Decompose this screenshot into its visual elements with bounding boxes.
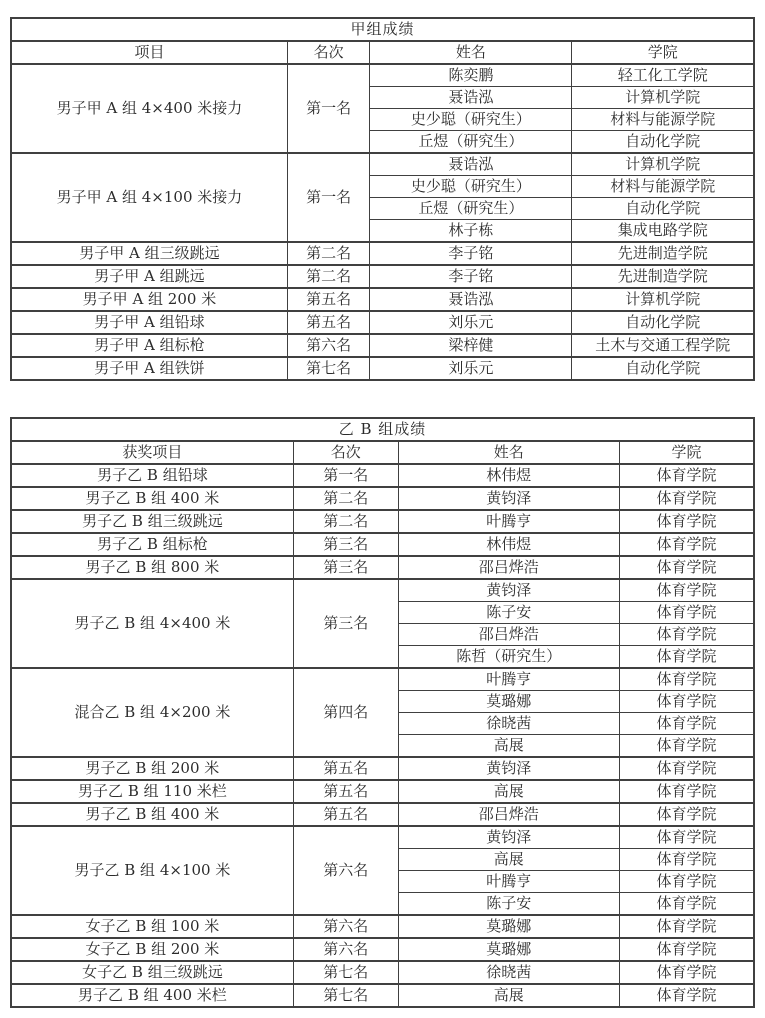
college-cell: 体育学院: [620, 826, 755, 849]
name-cell: 聂诰泓: [370, 288, 572, 311]
name-cell: 徐晓茜: [398, 961, 619, 984]
name-cell: 丘煜（研究生）: [370, 131, 572, 154]
table-row: [11, 487, 754, 510]
college-cell: 集成电路学院: [572, 220, 754, 243]
table-row: [11, 64, 754, 87]
name-cell: 林伟煜: [398, 533, 619, 556]
column-header: 姓名: [398, 441, 619, 464]
college-cell: 体育学院: [620, 984, 755, 1007]
name-cell: 黄钧泽: [398, 487, 619, 510]
college-cell: 体育学院: [620, 713, 755, 735]
table-row: [11, 668, 754, 691]
event-cell: 男子乙 B 组 4×400 米: [11, 579, 293, 668]
table-row: [11, 803, 754, 826]
column-header: 获奖项目: [11, 441, 293, 464]
table-row: [11, 510, 754, 533]
name-cell: 莫璐娜: [398, 691, 619, 713]
table-row: [11, 288, 754, 311]
rank-cell: 第七名: [293, 984, 398, 1007]
college-cell: 体育学院: [620, 510, 755, 533]
name-cell: 刘乐元: [370, 311, 572, 334]
college-cell: 体育学院: [620, 757, 755, 780]
rank-cell: 第六名: [293, 915, 398, 938]
college-cell: 体育学院: [620, 533, 755, 556]
name-cell: 林伟煜: [398, 464, 619, 487]
college-cell: 计算机学院: [572, 288, 754, 311]
college-cell: 材料与能源学院: [572, 176, 754, 198]
college-cell: 体育学院: [620, 646, 755, 669]
name-cell: 黄钧泽: [398, 826, 619, 849]
name-cell: 梁梓健: [370, 334, 572, 357]
event-cell: 男子乙 B 组 800 米: [11, 556, 293, 579]
college-cell: 先进制造学院: [572, 265, 754, 288]
group-a-results-table: [10, 17, 755, 381]
column-header: 学院: [572, 41, 754, 64]
event-cell: 男子乙 B 组 4×100 米: [11, 826, 293, 915]
rank-cell: 第三名: [293, 579, 398, 668]
table-row: [11, 556, 754, 579]
college-cell: 先进制造学院: [572, 242, 754, 265]
rank-cell: 第二名: [287, 265, 369, 288]
name-cell: 高展: [398, 735, 619, 758]
name-cell: 莫璐娜: [398, 938, 619, 961]
name-cell: 聂诰泓: [370, 153, 572, 176]
table-row: [11, 780, 754, 803]
college-cell: 体育学院: [620, 780, 755, 803]
college-cell: 体育学院: [620, 556, 755, 579]
name-cell: 林子栋: [370, 220, 572, 243]
rank-cell: 第六名: [293, 938, 398, 961]
group-a-results-body: [11, 18, 754, 380]
table-row: [11, 579, 754, 602]
college-cell: 自动化学院: [572, 357, 754, 380]
table-row: [11, 357, 754, 380]
rank-cell: 第五名: [287, 288, 369, 311]
college-cell: 体育学院: [620, 668, 755, 691]
college-cell: 体育学院: [620, 849, 755, 871]
name-cell: 陈哲（研究生）: [398, 646, 619, 669]
column-header: 学院: [620, 441, 755, 464]
rank-cell: 第一名: [287, 153, 369, 242]
column-header-row: [11, 41, 754, 64]
table-row: [11, 938, 754, 961]
name-cell: 史少聪（研究生）: [370, 176, 572, 198]
event-cell: 男子乙 B 组 400 米: [11, 487, 293, 510]
table-row: [11, 984, 754, 1007]
rank-cell: 第五名: [293, 757, 398, 780]
name-cell: 李子铭: [370, 242, 572, 265]
table-row: [11, 757, 754, 780]
rank-cell: 第五名: [293, 803, 398, 826]
event-cell: 男子乙 B 组 110 米栏: [11, 780, 293, 803]
college-cell: 体育学院: [620, 691, 755, 713]
college-cell: 自动化学院: [572, 198, 754, 220]
name-cell: 陈奕鹏: [370, 64, 572, 87]
table-row: [11, 153, 754, 176]
name-cell: 聂诰泓: [370, 87, 572, 109]
table-row: [11, 265, 754, 288]
event-cell: 男子甲 A 组铅球: [11, 311, 287, 334]
table-row: [11, 915, 754, 938]
name-cell: 刘乐元: [370, 357, 572, 380]
event-cell: 男子乙 B 组三级跳远: [11, 510, 293, 533]
rank-cell: 第六名: [287, 334, 369, 357]
column-header: 名次: [287, 41, 369, 64]
college-cell: 计算机学院: [572, 153, 754, 176]
college-cell: 体育学院: [620, 938, 755, 961]
table-row: [11, 334, 754, 357]
name-cell: 叶腾亨: [398, 510, 619, 533]
event-cell: 女子乙 B 组 200 米: [11, 938, 293, 961]
name-cell: 黄钧泽: [398, 757, 619, 780]
name-cell: 叶腾亨: [398, 871, 619, 893]
event-cell: 男子甲 A 组铁饼: [11, 357, 287, 380]
name-cell: 高展: [398, 984, 619, 1007]
table-title-row: [11, 18, 754, 41]
rank-cell: 第一名: [287, 64, 369, 153]
college-cell: 计算机学院: [572, 87, 754, 109]
name-cell: 莫璐娜: [398, 915, 619, 938]
rank-cell: 第一名: [293, 464, 398, 487]
event-cell: 男子甲 A 组 4×100 米接力: [11, 153, 287, 242]
event-cell: 女子乙 B 组 100 米: [11, 915, 293, 938]
name-cell: 高展: [398, 849, 619, 871]
event-cell: 男子甲 A 组 200 米: [11, 288, 287, 311]
rank-cell: 第四名: [293, 668, 398, 757]
name-cell: 邵吕烨浩: [398, 624, 619, 646]
event-cell: 男子乙 B 组 200 米: [11, 757, 293, 780]
event-cell: 男子甲 A 组 4×400 米接力: [11, 64, 287, 153]
event-cell: 男子甲 A 组三级跳远: [11, 242, 287, 265]
event-cell: 男子乙 B 组标枪: [11, 533, 293, 556]
name-cell: 徐晓茜: [398, 713, 619, 735]
name-cell: 李子铭: [370, 265, 572, 288]
college-cell: 体育学院: [620, 803, 755, 826]
rank-cell: 第三名: [293, 556, 398, 579]
event-cell: 男子甲 A 组跳远: [11, 265, 287, 288]
college-cell: 材料与能源学院: [572, 109, 754, 131]
table-row: [11, 464, 754, 487]
college-cell: 体育学院: [620, 464, 755, 487]
college-cell: 自动化学院: [572, 311, 754, 334]
name-cell: 黄钧泽: [398, 579, 619, 602]
column-header: 姓名: [370, 41, 572, 64]
table-title: 乙 B 组成绩: [11, 418, 754, 441]
college-cell: 自动化学院: [572, 131, 754, 154]
event-cell: 女子乙 B 组三级跳远: [11, 961, 293, 984]
college-cell: 轻工化工学院: [572, 64, 754, 87]
rank-cell: 第三名: [293, 533, 398, 556]
event-cell: 男子乙 B 组铅球: [11, 464, 293, 487]
college-cell: 体育学院: [620, 961, 755, 984]
event-cell: 男子乙 B 组 400 米栏: [11, 984, 293, 1007]
name-cell: 邵吕烨浩: [398, 556, 619, 579]
rank-cell: 第七名: [287, 357, 369, 380]
college-cell: 体育学院: [620, 602, 755, 624]
rank-cell: 第二名: [293, 510, 398, 533]
rank-cell: 第二名: [293, 487, 398, 510]
table-title: 甲组成绩: [11, 18, 754, 41]
event-cell: 混合乙 B 组 4×200 米: [11, 668, 293, 757]
name-cell: 叶腾亨: [398, 668, 619, 691]
name-cell: 陈子安: [398, 602, 619, 624]
column-header: 名次: [293, 441, 398, 464]
college-cell: 体育学院: [620, 579, 755, 602]
column-header-row: [11, 441, 754, 464]
college-cell: 土木与交通工程学院: [572, 334, 754, 357]
rank-cell: 第六名: [293, 826, 398, 915]
table-row: [11, 961, 754, 984]
rank-cell: 第二名: [287, 242, 369, 265]
name-cell: 丘煜（研究生）: [370, 198, 572, 220]
group-b-results-body: [11, 418, 754, 1007]
college-cell: 体育学院: [620, 624, 755, 646]
event-cell: 男子甲 A 组标枪: [11, 334, 287, 357]
column-header: 项目: [11, 41, 287, 64]
table-row: [11, 533, 754, 556]
name-cell: 邵吕烨浩: [398, 803, 619, 826]
rank-cell: 第七名: [293, 961, 398, 984]
event-cell: 男子乙 B 组 400 米: [11, 803, 293, 826]
table-row: [11, 311, 754, 334]
name-cell: 史少聪（研究生）: [370, 109, 572, 131]
rank-cell: 第五名: [293, 780, 398, 803]
name-cell: 高展: [398, 780, 619, 803]
name-cell: 陈子安: [398, 893, 619, 916]
college-cell: 体育学院: [620, 871, 755, 893]
rank-cell: 第五名: [287, 311, 369, 334]
college-cell: 体育学院: [620, 915, 755, 938]
college-cell: 体育学院: [620, 893, 755, 916]
table-row: [11, 826, 754, 849]
group-b-results-table: [10, 417, 755, 1008]
college-cell: 体育学院: [620, 735, 755, 758]
table-row: [11, 242, 754, 265]
table-title-row: [11, 418, 754, 441]
college-cell: 体育学院: [620, 487, 755, 510]
